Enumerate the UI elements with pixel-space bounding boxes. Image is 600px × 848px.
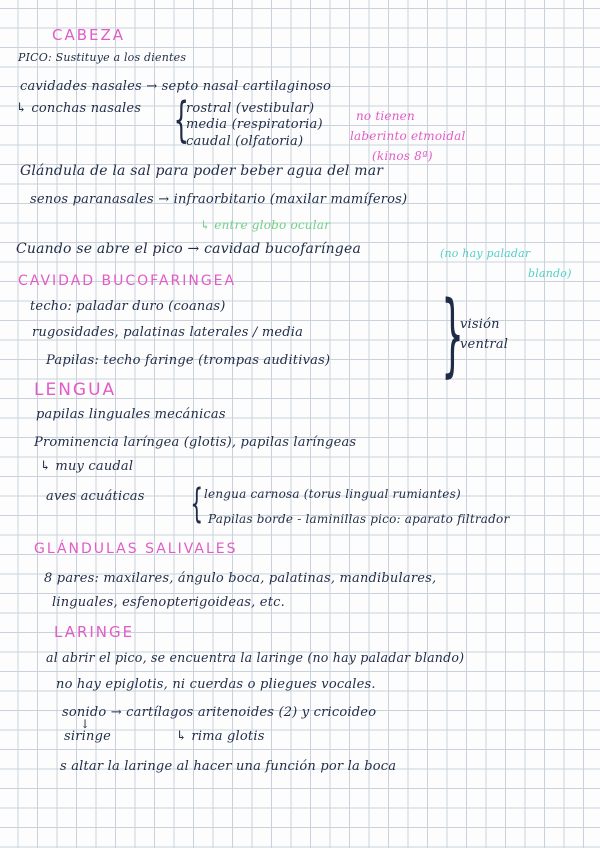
brace-vision: }	[441, 282, 465, 387]
note-papilas-techo: Papilas: techo faringe (trompas auditivas)	[46, 353, 331, 368]
brace-conchas: {	[173, 92, 189, 148]
note-muy-caudal: ↳ muy caudal	[40, 459, 134, 474]
note-no-epiglotis: no hay epiglotis, ni cuerdas o pliegues vocales.	[56, 677, 376, 692]
note-prominencia: Prominencia laríngea (glotis), papilas laríngeas	[34, 435, 357, 450]
note-cavidades: cavidades nasales → septo nasal cartilaginoso	[20, 79, 332, 94]
heading-cabeza: CABEZA	[52, 26, 126, 44]
note-blando: blando)	[528, 267, 572, 280]
note-sonido: sonido → cartílagos aritenoides (2) y cricoideo	[62, 705, 377, 720]
note-papilas-linguales: papilas linguales mecánicas	[36, 407, 226, 422]
note-al-abrir: al abrir el pico, se encuentra la laringe (no hay paladar blando)	[46, 650, 465, 665]
note-entre-globo: ↳ entre globo ocular	[200, 218, 331, 232]
note-lengua-carnosa: lengua carnosa (torus lingual rumiantes)	[204, 487, 461, 501]
note-no-tienen: no tienen	[356, 109, 415, 123]
arrow-down-icon: ↓	[80, 717, 91, 731]
note-conchas: ↳ conchas nasales	[16, 101, 142, 116]
heading-lengua: LENGUA	[34, 380, 117, 400]
note-media: media (respiratoria)	[186, 117, 323, 132]
note-linguales: linguales, esfenopterigoideas, etc.	[52, 595, 285, 610]
heading-cavidad-bucofaringea: CAVIDAD BUCOFARINGEA	[18, 273, 237, 289]
note-caudal: caudal (olfatoria)	[186, 134, 304, 149]
note-aves-acuaticas: aves acuáticas	[46, 489, 145, 504]
note-cuando-pico: Cuando se abre el pico → cavidad bucofaríngea	[16, 241, 361, 257]
note-glandula-sal: Glándula de la sal para poder beber agua del mar	[20, 163, 384, 179]
note-ocho-pares: 8 pares: maxilares, ángulo boca, palatinas, mandibulares,	[44, 571, 437, 586]
note-papilas-borde: Papilas borde - laminillas pico: aparato filtrador	[208, 512, 510, 526]
note-vision: visión	[460, 317, 500, 332]
note-rugosidades: rugosidades, palatinas laterales / media	[32, 325, 304, 340]
note-senos: senos paranasales → infraorbitario (maxilar mamíferos)	[30, 192, 408, 207]
heading-laringe: LARINGE	[54, 623, 135, 641]
note-s-altar: s altar la laringe al hacer una función por la boca	[60, 759, 397, 774]
note-rima-glotis: ↳ rima glotis	[176, 729, 265, 744]
note-kinos: (kinos 8ª)	[372, 149, 433, 163]
heading-glandulas-salivales: GLÁNDULAS SALIVALES	[34, 541, 238, 557]
note-siringe: siringe	[64, 729, 111, 744]
note-pico: PICO: Sustituye a los dientes	[18, 51, 187, 64]
note-rostral: rostral (vestibular)	[186, 101, 315, 116]
note-no-hay-paladar: (no hay paladar	[440, 247, 531, 260]
brace-aves: {	[190, 481, 204, 527]
note-laberinto: laberinto etmoidal	[350, 129, 466, 143]
note-ventral: ventral	[460, 337, 509, 352]
note-techo: techo: paladar duro (coanas)	[30, 299, 226, 314]
